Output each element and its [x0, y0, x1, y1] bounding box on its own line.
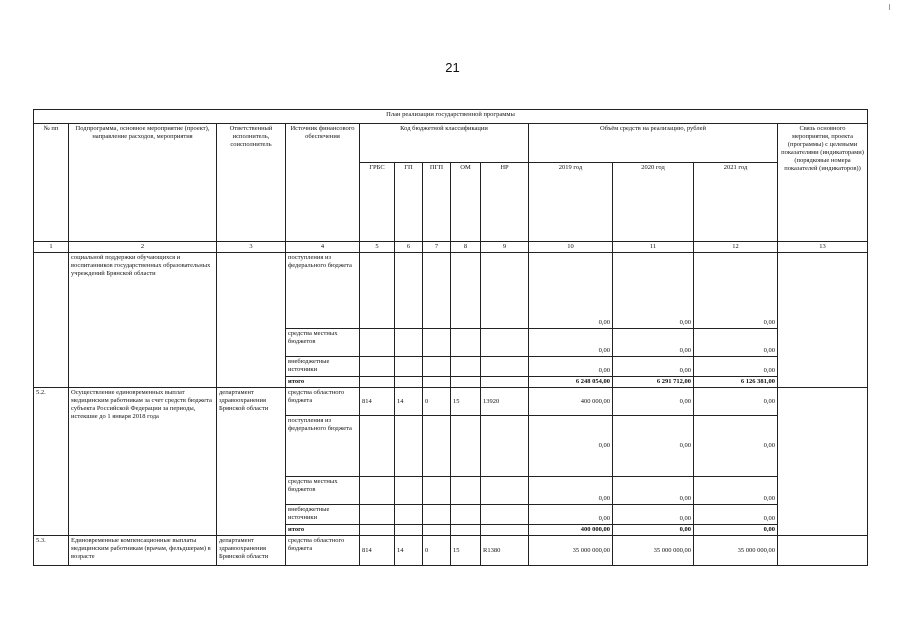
table-row — [34, 253, 868, 329]
value-2021: 35 000 000,00 — [694, 536, 778, 566]
header-gp: ГП — [395, 163, 423, 242]
row-source-total: итого — [286, 525, 360, 536]
row-responsible: департамент здравоохранения Брянской области — [217, 388, 286, 536]
col-number: 7 — [423, 242, 451, 253]
col-number: 1 — [34, 242, 69, 253]
value-2019: 0,00 — [529, 477, 613, 505]
col-number: 3 — [217, 242, 286, 253]
row-responsible: департамент здравоохранения Брянской области — [217, 536, 286, 566]
value-2021: 0,00 — [694, 477, 778, 505]
col-number: 11 — [613, 242, 694, 253]
table-title: План реализации государственной программы — [34, 110, 868, 124]
header-2021: 2021 год — [694, 163, 778, 242]
value-2020: 0,00 — [613, 477, 694, 505]
total-2020: 0,00 — [613, 525, 694, 536]
value-2021: 0,00 — [694, 329, 778, 357]
header-source: Источник финансового обеспечения — [286, 124, 360, 242]
header-2020: 2020 год — [613, 163, 694, 242]
header-pgp: ПГП — [423, 163, 451, 242]
row-link — [778, 536, 868, 566]
row-source: внебюджетные источники — [286, 357, 360, 377]
header-link: Связь основного мероприятия, проекта (программы) с целевыми показателями (индикаторами) (порядковые номера показателей (индикаторов)) — [778, 124, 868, 242]
column-numbers-row — [34, 242, 868, 253]
value-2019: 0,00 — [529, 357, 613, 377]
row-source: поступления из федерального бюджета — [286, 416, 360, 477]
row-source: поступления из федерального бюджета — [286, 253, 360, 329]
value-2020: 0,00 — [613, 329, 694, 357]
row-source: средства областного бюджета — [286, 388, 360, 416]
value-2021: 0,00 — [694, 388, 778, 416]
value-2020: 0,00 — [613, 505, 694, 525]
col-number: 5 — [360, 242, 395, 253]
code-grbs: 814 — [360, 536, 395, 566]
value-2020: 0,00 — [613, 388, 694, 416]
code-om: 15 — [451, 388, 481, 416]
value-2019: 0,00 — [529, 505, 613, 525]
value-2019: 0,00 — [529, 416, 613, 477]
value-2021: 0,00 — [694, 253, 778, 329]
row-description: социальной поддержки обучающихся и воспитанников государственных образовательных учреждений Брянской области — [69, 253, 217, 388]
program-plan-table — [33, 109, 868, 566]
row-link — [778, 253, 868, 388]
col-number: 12 — [694, 242, 778, 253]
col-number: 2 — [69, 242, 217, 253]
total-2019: 6 248 054,00 — [529, 377, 613, 388]
value-2020: 35 000 000,00 — [613, 536, 694, 566]
header-om: ОМ — [451, 163, 481, 242]
code-nr: 13920 — [481, 388, 529, 416]
value-2020: 0,00 — [613, 416, 694, 477]
row-description: Единовременные компенсационные выплаты медицинским работникам (врачам, фельдшерам) в возрасте — [69, 536, 217, 566]
code-gp: 14 — [395, 536, 423, 566]
col-number: 9 — [481, 242, 529, 253]
row-link — [778, 388, 868, 536]
value-2019: 400 000,00 — [529, 388, 613, 416]
row-description: Осуществление единовременных выплат медицинским работникам за счет средств бюджета субъекта Российской Федерации за периоды, истекшие до 1 января 2018 года — [69, 388, 217, 536]
total-2020: 6 291 712,00 — [613, 377, 694, 388]
page-number: 21 — [445, 60, 460, 75]
row-source-total: итого — [286, 377, 360, 388]
total-2019: 400 000,00 — [529, 525, 613, 536]
header-volume-group: Объём средств на реализацию, рублей — [529, 124, 778, 163]
table-row — [34, 536, 868, 566]
header-code-group: Код бюджетной классификации — [360, 124, 529, 163]
code-pgp: 0 — [423, 388, 451, 416]
col-number: 8 — [451, 242, 481, 253]
code-pgp: 0 — [423, 536, 451, 566]
row-responsible — [217, 253, 286, 388]
total-2021: 6 126 381,00 — [694, 377, 778, 388]
total-2021: 0,00 — [694, 525, 778, 536]
header-grbs: ГРБС — [360, 163, 395, 242]
col-number: 10 — [529, 242, 613, 253]
code-nr: R1380 — [481, 536, 529, 566]
header-program: Подпрограмма, основное мероприятие (проект), направление расходов, мероприятия — [69, 124, 217, 242]
value-2021: 0,00 — [694, 416, 778, 477]
row-num: 5.2. — [34, 388, 69, 536]
code-om: 15 — [451, 536, 481, 566]
value-2020: 0,00 — [613, 253, 694, 329]
row-num — [34, 253, 69, 388]
header-nr: НР — [481, 163, 529, 242]
value-2019: 0,00 — [529, 253, 613, 329]
row-source: средства местных бюджетов — [286, 477, 360, 505]
col-number: 4 — [286, 242, 360, 253]
scan-mark — [889, 4, 890, 10]
row-num: 5.3. — [34, 536, 69, 566]
row-source: средства областного бюджета — [286, 536, 360, 566]
col-number: 13 — [778, 242, 868, 253]
code-gp: 14 — [395, 388, 423, 416]
row-source: внебюджетные источники — [286, 505, 360, 525]
table-row — [34, 388, 868, 416]
value-2021: 0,00 — [694, 357, 778, 377]
value-2019: 35 000 000,00 — [529, 536, 613, 566]
col-number: 6 — [395, 242, 423, 253]
value-2021: 0,00 — [694, 505, 778, 525]
value-2019: 0,00 — [529, 329, 613, 357]
header-2019: 2019 год — [529, 163, 613, 242]
row-source: средства местных бюджетов — [286, 329, 360, 357]
header-responsible: Ответственный исполнитель, соисполнитель — [217, 124, 286, 242]
code-grbs: 814 — [360, 388, 395, 416]
header-num: № пп — [34, 124, 69, 242]
value-2020: 0,00 — [613, 357, 694, 377]
